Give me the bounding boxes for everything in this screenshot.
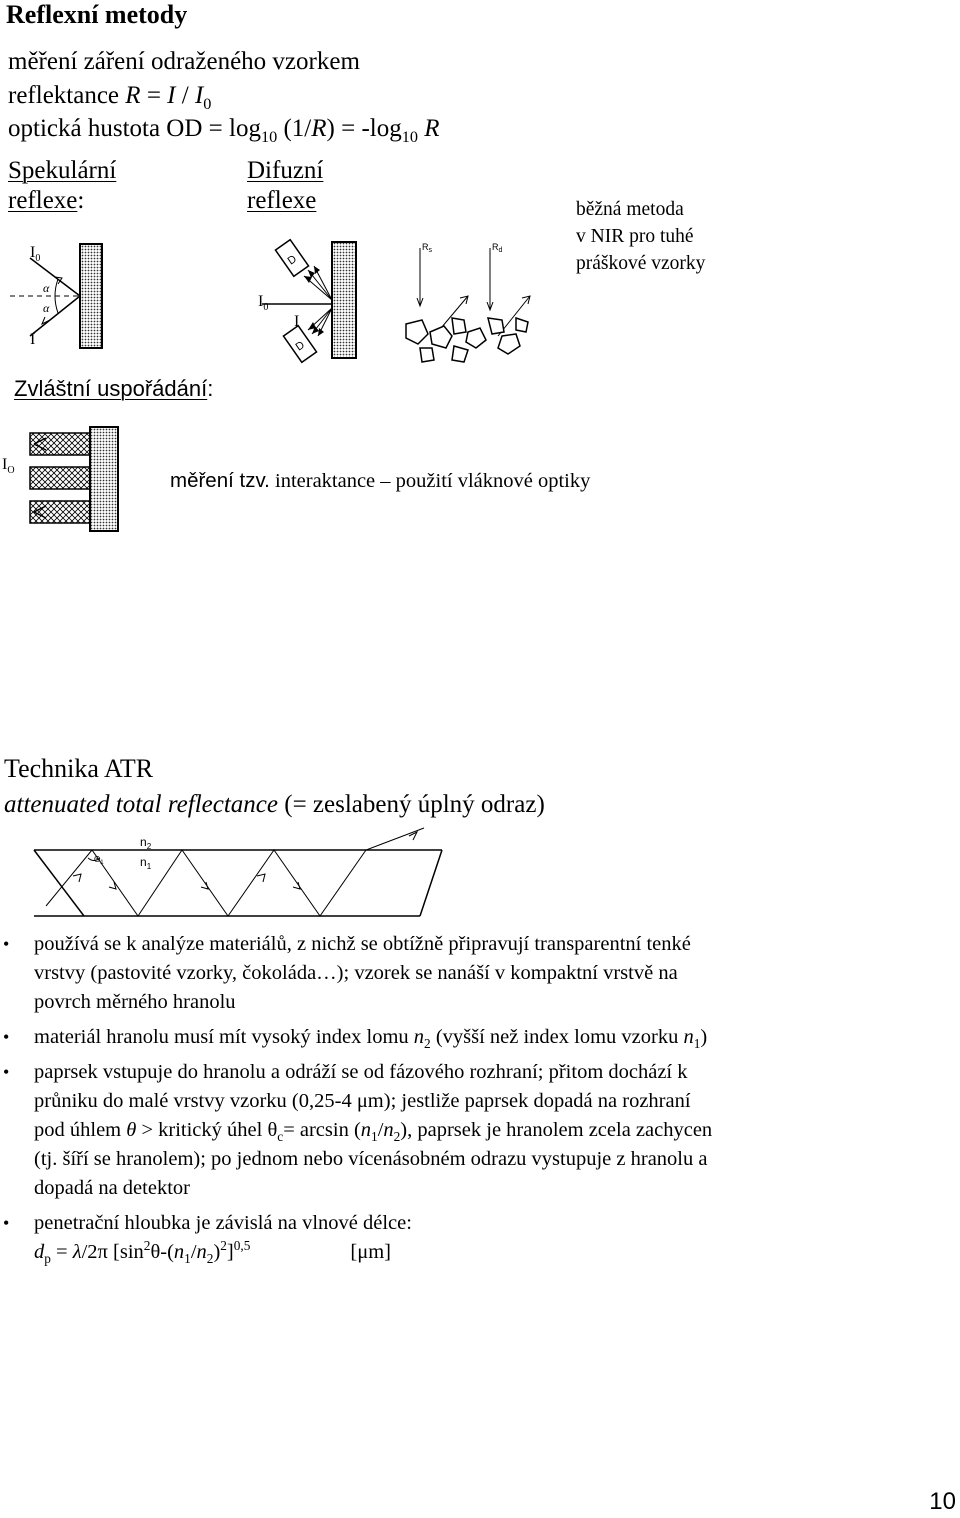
detector-label: D xyxy=(285,253,300,268)
atr-prism-figure xyxy=(28,830,448,920)
page-number: 10 xyxy=(929,1488,956,1515)
detector-label: D xyxy=(293,339,308,354)
diffuse-i-label: I xyxy=(294,313,300,330)
intro-line: měření záření odraženého vzorkem xyxy=(8,48,360,75)
page-title: Reflexní metody xyxy=(6,0,188,29)
interactance-line: měření tzv. interaktance – použití vláknové optiky xyxy=(170,469,591,492)
special-arrangement-heading: Zvláštní uspořádání: xyxy=(14,376,214,401)
powder-rs-label: $R_s$ xyxy=(422,242,432,254)
bullet-item: • používá se k analýze materiálů, z nichž se obtížně připravují transparentní tenké vrstvy (pastovité vzorky, čokoláda…); vzorek se nanáší v kompaktní vrstvě na povrch měrného hranolu xyxy=(3,930,723,1017)
powder-sample-figure xyxy=(398,236,538,366)
atr-bullet-list xyxy=(3,930,723,1273)
atr-n2-label: $n_2$ xyxy=(140,835,152,851)
atr-n1-label: $n_1$ xyxy=(140,855,152,871)
specular-heading: Spekulární reflexe: xyxy=(8,157,117,214)
fiber-optic-figure xyxy=(0,425,125,537)
bullet-item: • paprsek vstupuje do hranolu a odráží se od fázového rozhraní; přitom dochází k průniku do malé vrstvy vzorku (0,25-4 μm); jestliže paprsek dopadá na rozhraní pod úhlem θ > kritický úhel $\theta_c= \arcsin (n_1/n_2)$, paprsek je hranolem zcela zachycen (tj. šíří se hranolem); po jednom nebo vícenásobném odrazu vystupuje z hranolu a dopadá na detektor xyxy=(3,1058,723,1203)
diffuse-reflection-figure xyxy=(252,236,372,366)
specular-reflection-figure xyxy=(0,236,120,356)
optical-density-formula: optická hustota OD = $\log_{10} (1/R) = -\log_{10}$ R xyxy=(8,115,440,146)
diffuse-heading: Difuzní reflexe xyxy=(247,157,324,214)
angle-alpha-label: α xyxy=(43,281,50,295)
atr-heading: Technika ATR xyxy=(4,754,154,783)
diffuse-i0-label: $I_0$ xyxy=(258,293,269,313)
fiber-i0-label: $I_O$ xyxy=(2,456,15,476)
specular-i-label: I xyxy=(30,331,36,348)
angle-alpha-label: α xyxy=(43,301,50,315)
diffuse-note: běžná metoda v NIR pro tuhé práškové vzorky xyxy=(576,199,706,274)
atr-theta-label: $\Theta_1$ xyxy=(94,855,104,866)
atr-subtitle: attenuated total reflectance (= zeslabený úplný odraz) xyxy=(4,791,545,818)
specular-i0-label: $I_0$ xyxy=(30,244,41,264)
bullet-item: • penetrační hloubka je závislá na vlnové délce: $d_p = \lambda/2\pi$ $[\sin^2\theta-(n_1/n_2)^2]^{0,5}$ [μm] xyxy=(3,1209,723,1267)
powder-rd-label: $R_d$ xyxy=(492,242,503,254)
penetration-depth-formula: $d_p = \lambda/2\pi$ $[\sin^2\theta-(n_1/n_2)^2]^{0,5}$ [μm] xyxy=(34,1238,391,1267)
bullet-item: • materiál hranolu musí mít vysoký index lomu $n_2$ (vyšší než index lomu vzorku $n_1$) xyxy=(3,1023,723,1052)
reflectance-formula: reflektance $R = I / I_0$ xyxy=(8,82,212,113)
